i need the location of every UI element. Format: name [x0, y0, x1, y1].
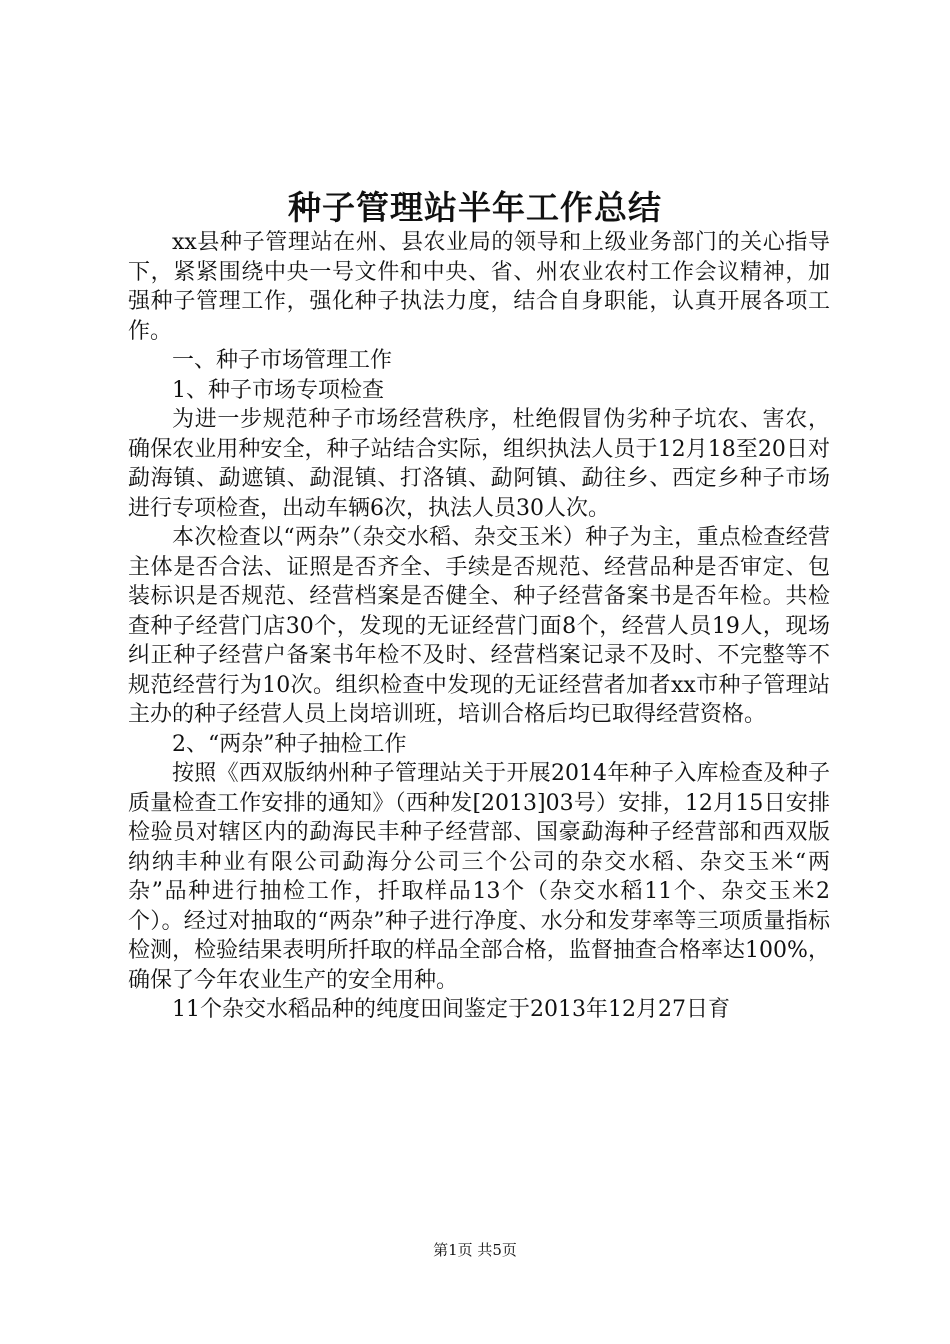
subsection-heading-special-inspection: 1、种子市场专项检查 — [172, 377, 384, 403]
subsection-heading-sampling: 2、“两杂”种子抽检工作 — [172, 731, 407, 757]
paragraph-intro: xx县种子管理站在州、县农业局的领导和上级业务部门的关心指导下，紧紧围绕中央一号文件和中央、省、州农业农村工作会议精神，加强种子管理工作，强化种子执法力度，结合自身职能，认真开展各项工作。 — [128, 230, 830, 344]
document-body — [128, 228, 830, 1025]
paragraph-inspection-details: 本次检查以“两杂”（杂交水稻、杂交玉米）种子为主，重点检查经营主体是否合法、证照是否齐全、手续是否规范、经营品种是否审定、包装标识是否规范、经营档案是否健全、种子经营备案书是否年检。共检查种子经营门店30个，发现的无证经营门面8个，经营人员19人，现场纠正种子经营户备案书年检不及时、经营档案记录不及时、不完整等不规范经营行为10次。组织检查中发现的无证经营者加者xx市种子管理站主办的种子经营人员上岗培训班，培训合格后均已取得经营资格。 — [128, 525, 830, 727]
document-title: 种子管理站半年工作总结 — [288, 188, 662, 227]
page-footer: 第1页 共5页 — [433, 1241, 517, 1259]
paragraph-sampling: 按照《西双版纳州种子管理站关于开展2014年种子入库检查及种子质量检查工作安排的通知》（西种发[2013]03号）安排，12月15日安排检验员对辖区内的勐海民丰种子经营部、国豪勐海种子经营部和西双版纳纳丰种业有限公司勐海分公司三个公司的杂交水稻、杂交玉米“两杂”品种进行抽检工作，扦取样品13个（杂交水稻11个、杂交玉米2个）。经过对抽取的“两杂”种子进行净度、水分和发芽率等三项质量指标检测，检验结果表明所扦取的样品全部合格，监督抽查合格率达100%，确保了今年农业生产的安全用种。 — [128, 761, 831, 993]
paragraph-special-inspection: 为进一步规范种子市场经营秩序，杜绝假冒伪劣种子坑农、害农，确保农业用种安全，种子站结合实际，组织执法人员于12月18至20日对勐海镇、勐遮镇、勐混镇、打洛镇、勐阿镇、勐往乡、西定乡种子市场进行专项检查，出动车辆6次，执法人员30人次。 — [128, 407, 830, 521]
paragraph-purity-identification: 11个杂交水稻品种的纯度田间鉴定于2013年12月27日育 — [172, 997, 730, 1022]
section-heading-market-management: 一、种子市场管理工作 — [172, 348, 393, 373]
